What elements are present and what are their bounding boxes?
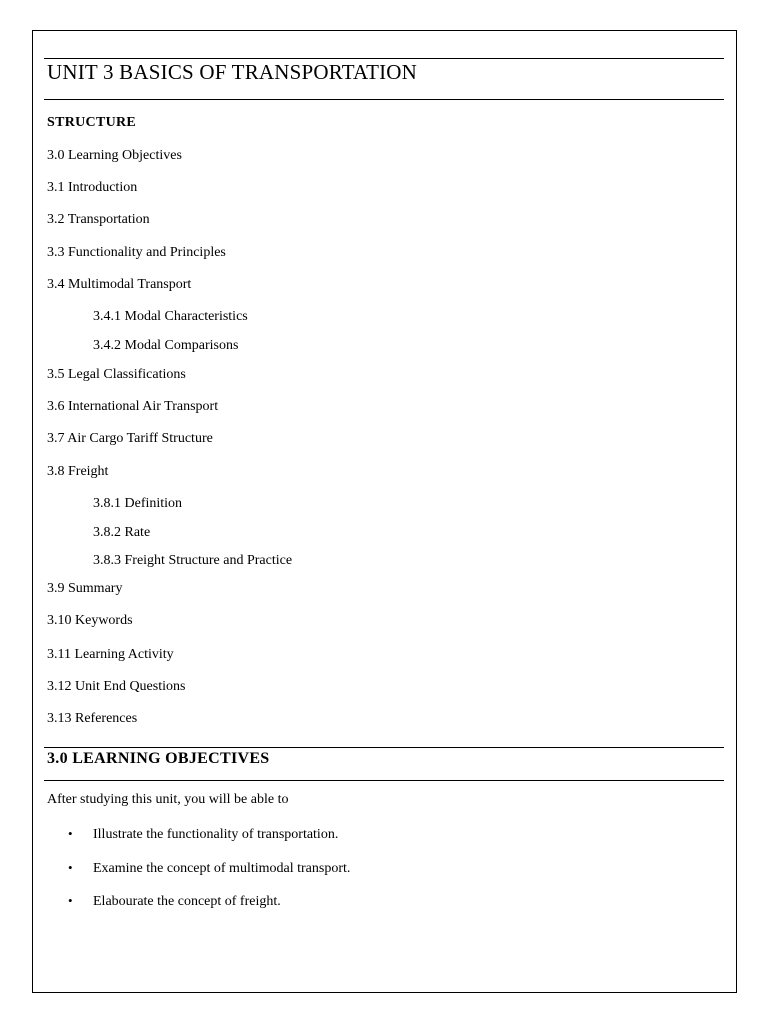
toc-item: 3.6 International Air Transport [47,399,219,414]
toc-subitem: 3.4.1 Modal Characteristics [93,309,248,324]
list-item [68,826,338,843]
structure-heading: STRUCTURE [47,115,137,130]
toc-subitem: 3.8.1 Definition [93,496,183,511]
bullet-icon: • [68,893,73,908]
toc-item: 3.8 Freight [47,464,109,479]
list-item-text: Elabourate the concept of freight. [93,894,281,909]
toc-subitem: 3.8.2 Rate [93,525,151,540]
toc-item: 3.11 Learning Activity [47,647,174,662]
toc-subitem: 3.8.3 Freight Structure and Practice [93,553,293,568]
list-item [68,860,350,877]
title-top-rule [44,58,724,59]
list-item-text: Examine the concept of multimodal transport. [93,861,351,876]
objectives-intro: After studying this unit, you will be able to [47,792,289,807]
objectives-top-rule [44,747,724,748]
toc-item: 3.10 Keywords [47,613,133,628]
toc-item: 3.4 Multimodal Transport [47,277,192,292]
section-heading-learning-objectives: 3.0 LEARNING OBJECTIVES [47,750,270,767]
toc-item: 3.9 Summary [47,581,123,596]
toc-item: 3.0 Learning Objectives [47,148,182,163]
toc-item: 3.2 Transportation [47,212,150,227]
toc-item: 3.7 Air Cargo Tariff Structure [47,431,213,446]
objectives-bottom-rule [44,780,724,781]
toc-item: 3.3 Functionality and Principles [47,245,226,260]
bullet-icon: • [68,826,73,841]
toc-subitem: 3.4.2 Modal Comparisons [93,338,239,353]
list-item-text: Illustrate the functionality of transportation. [93,827,339,842]
toc-item: 3.1 Introduction [47,180,138,195]
bullet-icon: • [68,860,73,875]
title-bottom-rule [44,99,724,100]
toc-item: 3.13 References [47,711,138,726]
page-title: UNIT 3 BASICS OF TRANSPORTATION [47,60,418,84]
list-item [68,893,281,910]
toc-item: 3.5 Legal Classifications [47,367,186,382]
toc-item: 3.12 Unit End Questions [47,679,186,694]
